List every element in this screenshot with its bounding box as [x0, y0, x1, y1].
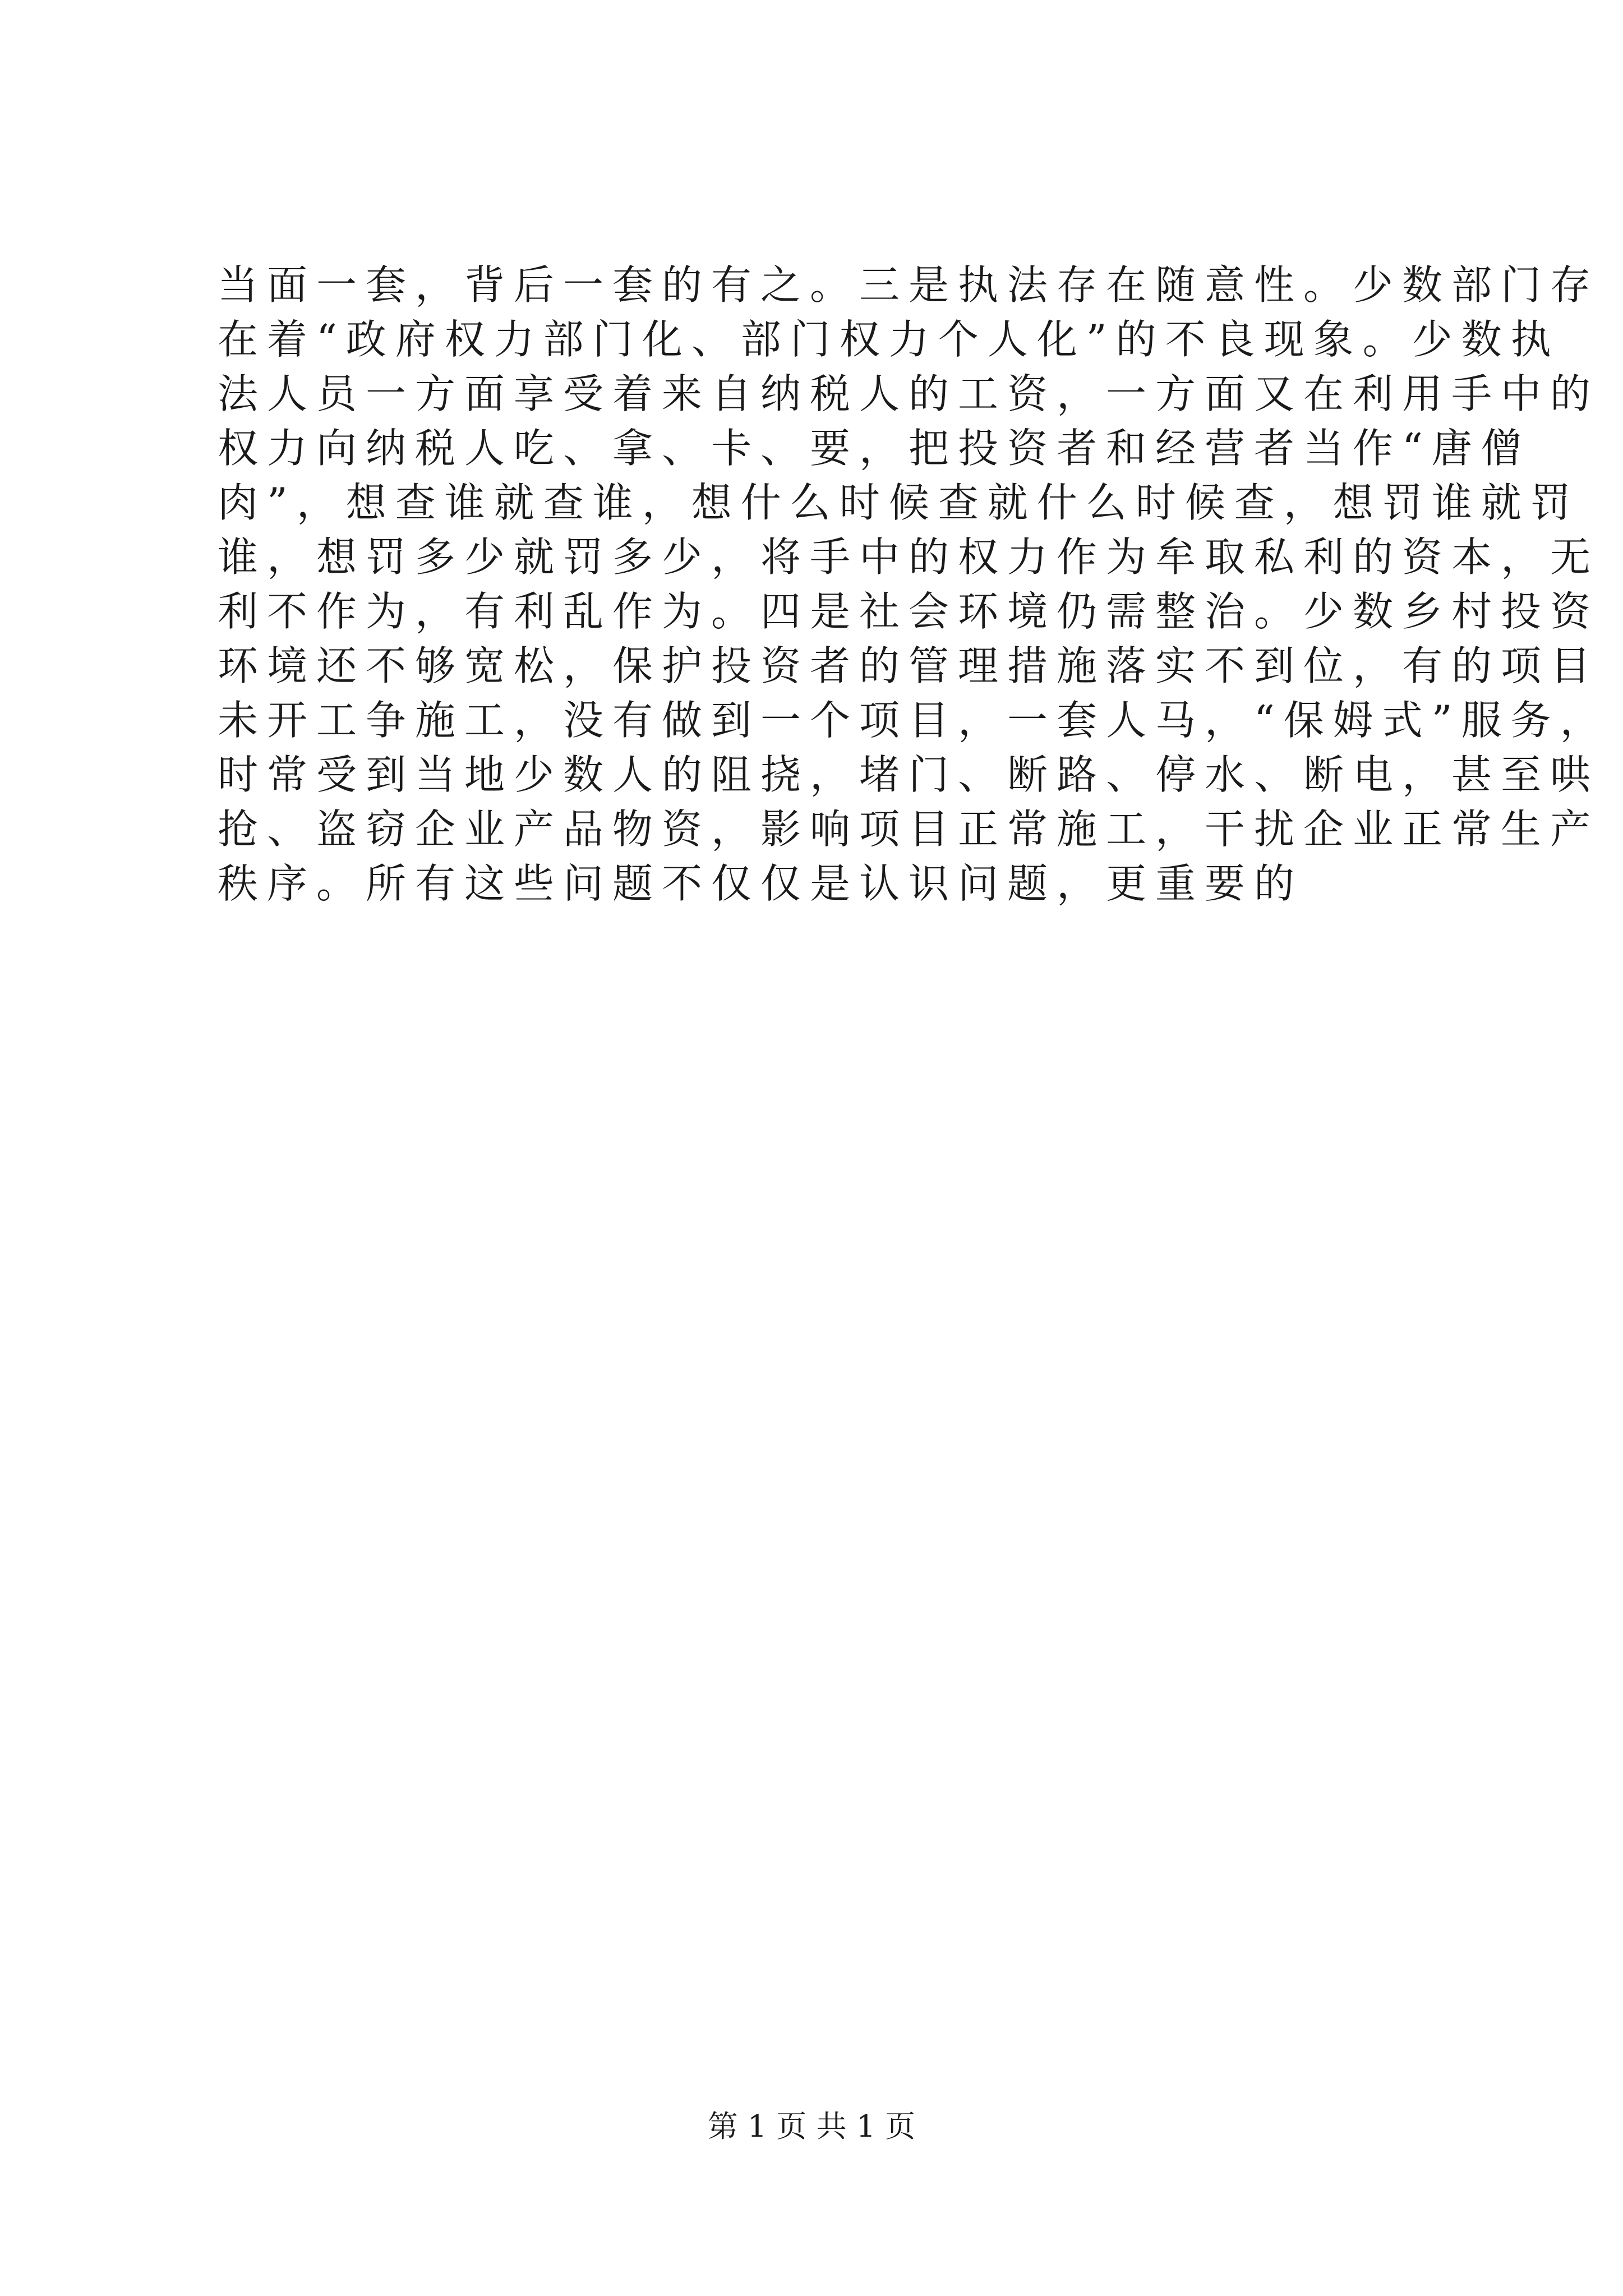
text-line: 利不作为，有利乱作为。四是社会环境仍需整治。少数乡村投资	[218, 588, 1600, 635]
text-line: 法人员一方面享受着来自纳税人的工资，一方面又在利用手中的	[218, 370, 1600, 417]
text-line: 在着“政府权力部门化、部门权力个人化”的不良现象。少数执	[218, 316, 1560, 363]
text-line: 抢、盗窃企业产品物资，影响项目正常施工，干扰企业正常生产	[218, 806, 1600, 853]
text-line: 秩序。所有这些问题不仅仅是认识问题，更重要的	[218, 860, 1304, 907]
text-line: 环境还不够宽松，保护投资者的管理措施落实不到位，有的项目	[218, 642, 1600, 689]
page-footer: 第 1 页 共 1 页	[707, 2109, 916, 2144]
text-line: 肉”，想查谁就查谁，想什么时候查就什么时候查，想罚谁就罚	[218, 479, 1580, 526]
text-line: 当面一套，背后一套的有之。三是执法存在随意性。少数部门存	[218, 261, 1600, 309]
body-paragraph	[218, 258, 1610, 911]
text-line: 权力向纳税人吃、拿、卡、要，把投资者和经营者当作“唐僧	[218, 425, 1530, 472]
text-line: 未开工争施工，没有做到一个项目，一套人马，“保姆式”服务，	[218, 697, 1610, 744]
text-line: 时常受到当地少数人的阻挠，堵门、断路、停水、断电，甚至哄	[218, 751, 1600, 798]
text-line: 谁，想罚多少就罚多少，将手中的权力作为牟取私利的资本，无	[218, 533, 1600, 581]
